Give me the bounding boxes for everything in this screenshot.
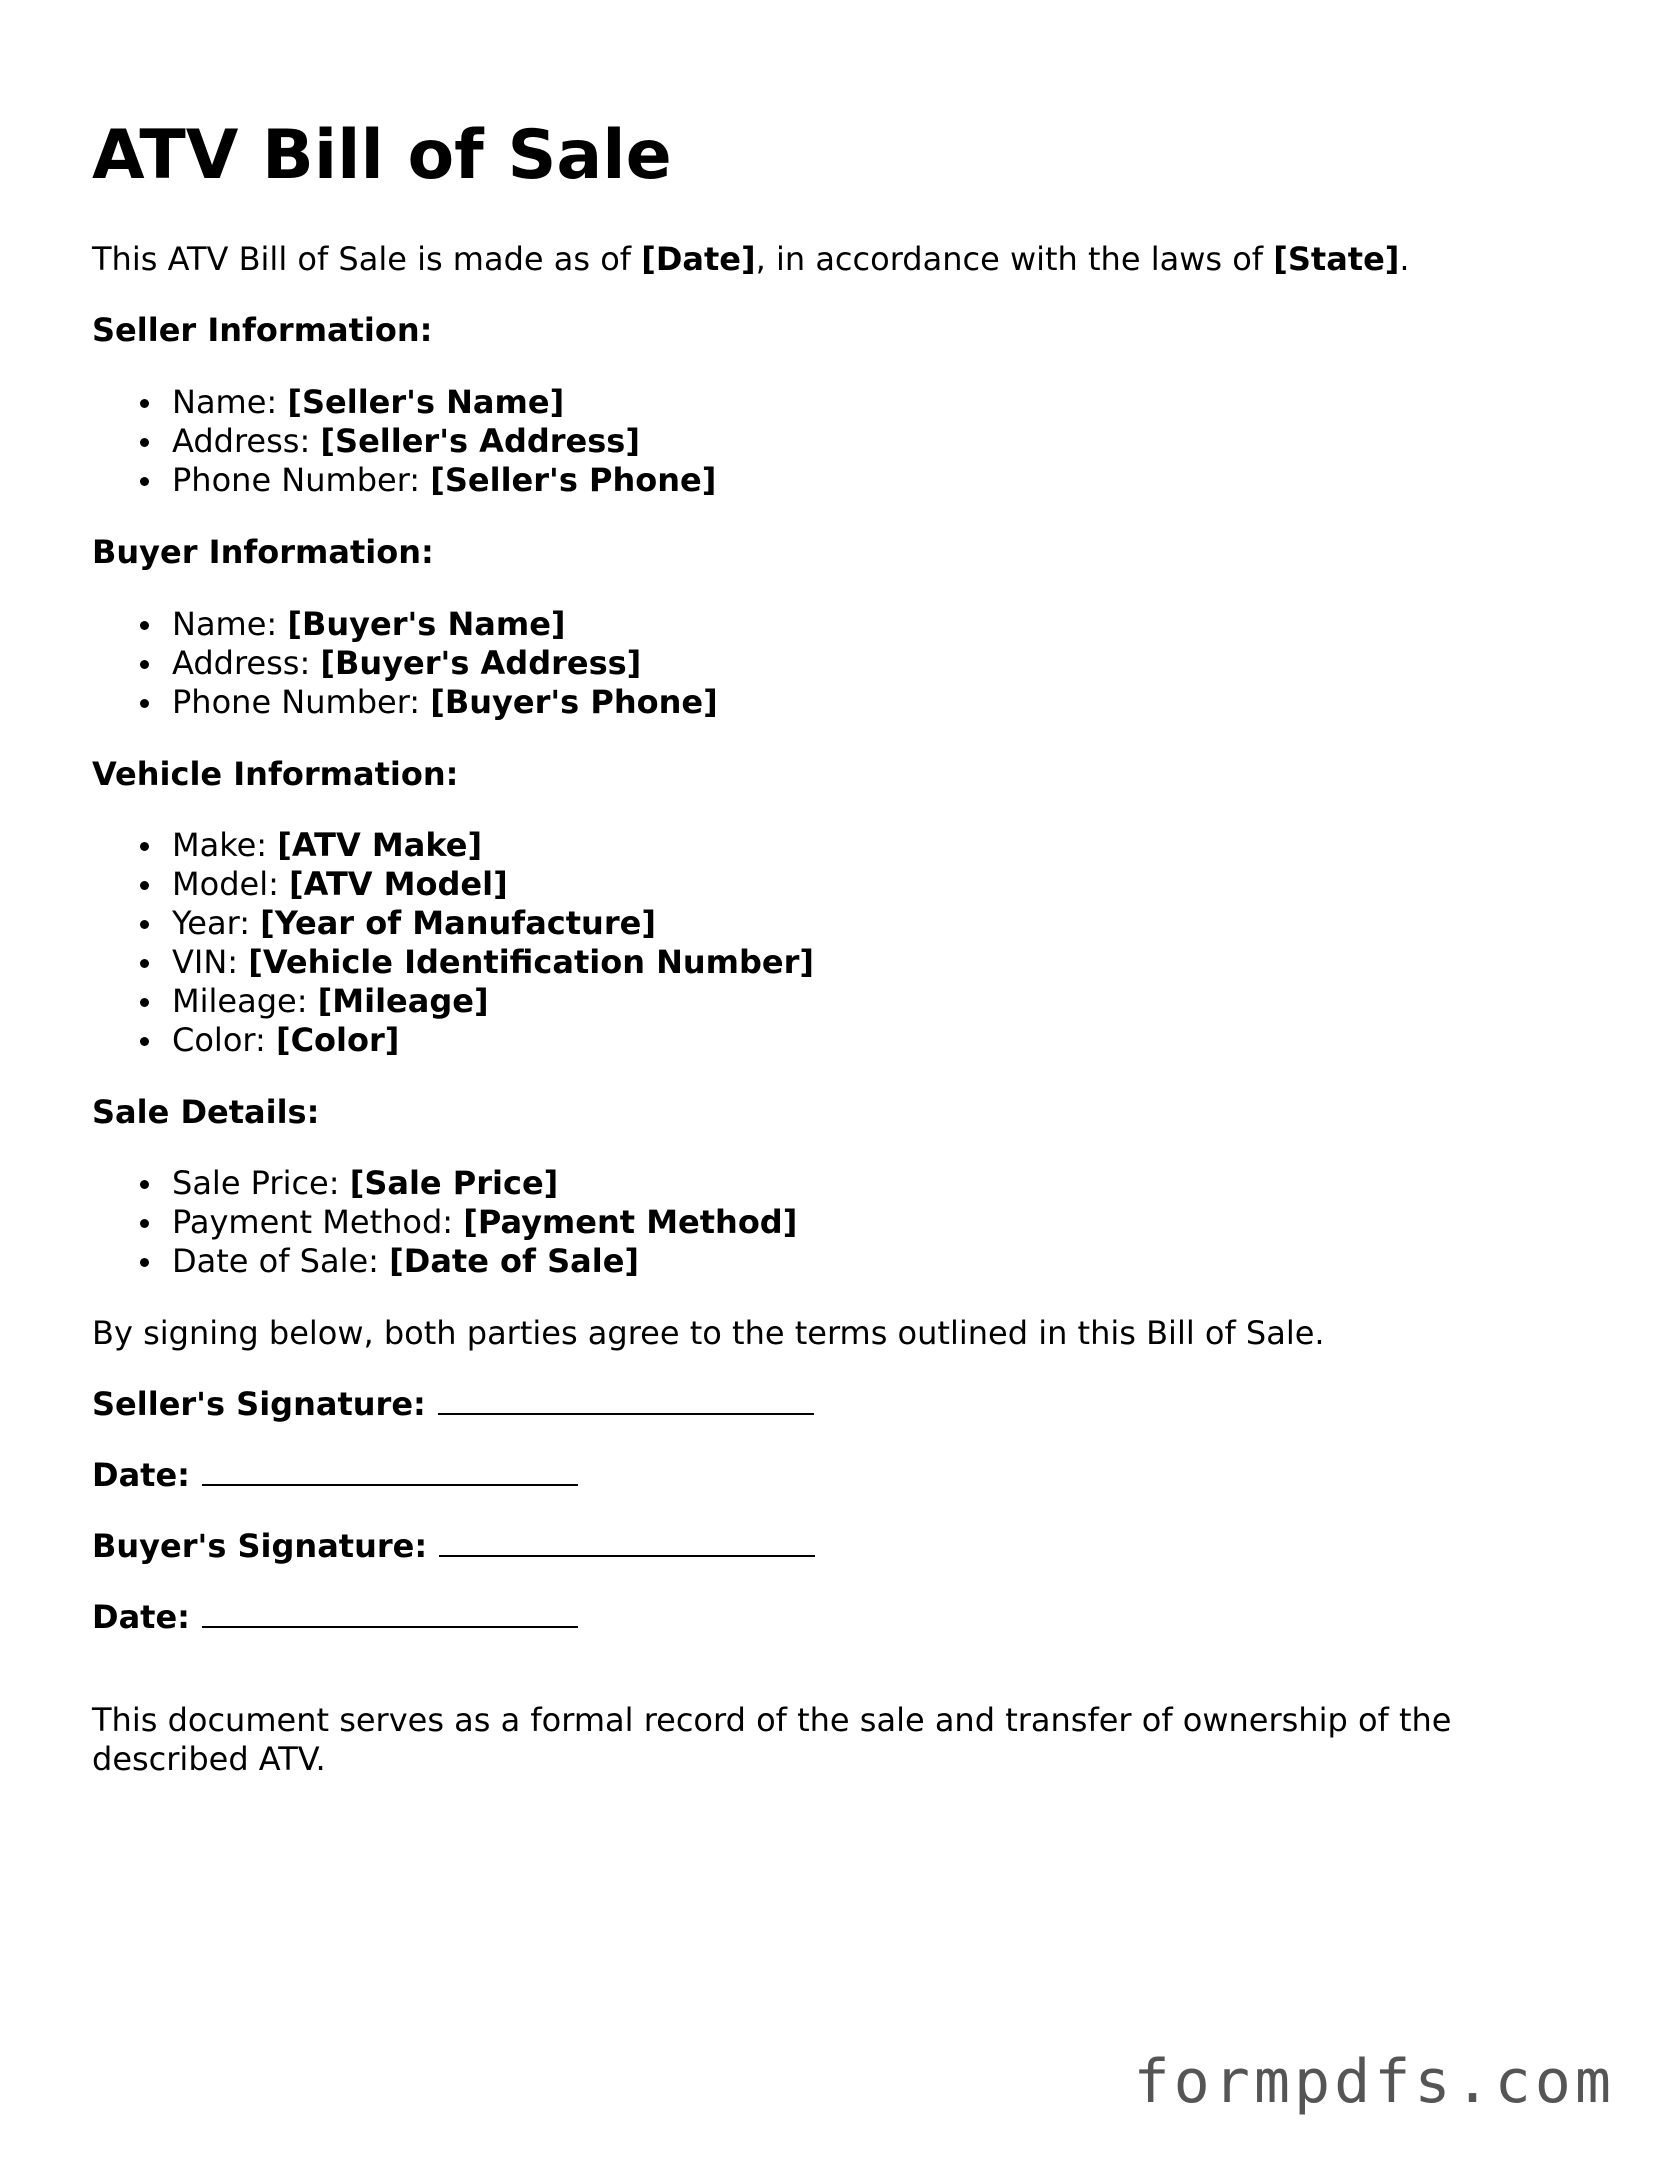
item-label: Make: xyxy=(172,826,278,864)
item-label: Color: xyxy=(172,1021,276,1059)
item-value: [Buyer's Name] xyxy=(287,605,566,643)
item-value: [Buyer's Address] xyxy=(320,644,642,682)
vehicle-heading xyxy=(92,755,458,794)
item-value: [Date of Sale] xyxy=(389,1242,640,1280)
item-label: VIN: xyxy=(172,943,249,981)
item-value: [Color] xyxy=(275,1021,400,1059)
item-value: [Vehicle Identification Number] xyxy=(248,943,815,981)
document-title: ATV Bill of Sale xyxy=(92,116,672,195)
item-value: [Year of Manufacture] xyxy=(260,904,656,942)
date-placeholder: [Date] xyxy=(641,240,756,278)
buyer-heading xyxy=(92,533,434,572)
list-item xyxy=(92,383,716,422)
item-label: Year: xyxy=(172,904,261,942)
closing-paragraph: This document serves as a formal record of the sale and transfer of ownership of the described ATV. xyxy=(92,1701,1452,1778)
item-value: [Seller's Name] xyxy=(287,383,565,421)
buyer-list xyxy=(92,605,718,722)
watermark: formpdfs.com xyxy=(1133,2047,1615,2117)
sale-heading-text: Sale Details: xyxy=(92,1093,320,1131)
list-item xyxy=(92,1203,797,1242)
intro-text-1: This ATV Bill of Sale is made as of xyxy=(92,240,642,278)
item-value: [Seller's Address] xyxy=(320,422,640,460)
list-item xyxy=(92,1164,797,1203)
list-item xyxy=(92,904,814,943)
buyer-date-line[interactable] xyxy=(202,1598,578,1628)
list-item xyxy=(92,1021,814,1060)
buyer-signature-label: Buyer's Signature: xyxy=(92,1527,428,1565)
item-value: [ATV Make] xyxy=(277,826,483,864)
agreement-paragraph: By signing below, both parties agree to the terms outlined in this Bill of Sale. xyxy=(92,1314,1325,1352)
buyer-signature-line[interactable] xyxy=(439,1527,815,1557)
item-value: [Buyer's Phone] xyxy=(430,683,718,721)
list-item xyxy=(92,826,814,865)
item-label: Model: xyxy=(172,865,290,903)
item-label: Address: xyxy=(172,422,321,460)
buyer-signature-row xyxy=(92,1527,815,1566)
seller-signature-label: Seller's Signature: xyxy=(92,1385,426,1423)
state-placeholder: [State] xyxy=(1273,240,1400,278)
list-item xyxy=(92,644,718,683)
list-item xyxy=(92,605,718,644)
seller-date-row xyxy=(92,1456,578,1495)
seller-heading xyxy=(92,311,432,350)
item-label: Sale Price: xyxy=(172,1164,350,1202)
seller-signature-line[interactable] xyxy=(438,1385,814,1415)
item-label: Name: xyxy=(172,605,288,643)
buyer-date-label: Date: xyxy=(92,1598,190,1636)
seller-date-label: Date: xyxy=(92,1456,190,1494)
intro-text-3: . xyxy=(1399,240,1410,278)
item-label: Phone Number: xyxy=(172,461,431,499)
item-value: [Payment Method] xyxy=(463,1203,798,1241)
list-item xyxy=(92,943,814,982)
list-item xyxy=(92,683,718,722)
item-value: [Sale Price] xyxy=(349,1164,559,1202)
list-item xyxy=(92,865,814,904)
item-label: Address: xyxy=(172,644,321,682)
item-value: [ATV Model] xyxy=(289,865,508,903)
intro-text-2: , in accordance with the laws of xyxy=(755,240,1274,278)
item-value: [Mileage] xyxy=(317,982,489,1020)
item-label: Payment Method: xyxy=(172,1203,464,1241)
item-label: Name: xyxy=(172,383,288,421)
buyer-date-row xyxy=(92,1598,578,1637)
list-item xyxy=(92,461,716,500)
seller-signature-row xyxy=(92,1385,814,1424)
intro-paragraph xyxy=(92,240,1410,279)
item-label: Date of Sale: xyxy=(172,1242,390,1280)
sale-heading xyxy=(92,1093,319,1132)
item-label: Phone Number: xyxy=(172,683,431,721)
seller-list xyxy=(92,383,716,500)
vehicle-heading-text: Vehicle Information: xyxy=(92,755,459,793)
vehicle-list xyxy=(92,826,814,1060)
seller-date-line[interactable] xyxy=(202,1456,578,1486)
list-item xyxy=(92,422,716,461)
list-item xyxy=(92,1242,797,1281)
list-item xyxy=(92,982,814,1021)
item-label: Mileage: xyxy=(172,982,318,1020)
buyer-heading-text: Buyer Information: xyxy=(92,533,434,571)
sale-list xyxy=(92,1164,797,1281)
seller-heading-text: Seller Information: xyxy=(92,311,433,349)
item-value: [Seller's Phone] xyxy=(430,461,717,499)
